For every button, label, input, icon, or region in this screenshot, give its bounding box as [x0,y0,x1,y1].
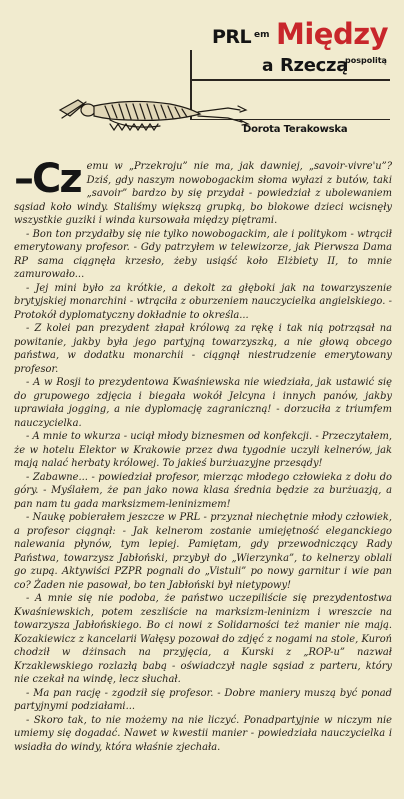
article-paragraph: - Zabawne... - powiedział profesor, mierząc młodego człowieka z dołu do góry. - Myślałem, że pan jako nowa klasa średnia będzie za burżuazją, a pan nam tu gada marksizmem-leninizmem! [14,471,392,510]
article-paragraph: - Z kolei pan prezydent złapał królową za rękę i tak nią potrząsał na powitanie, jakby była jego partyjną towarzyszką, a nie głową obcego państwa, w dodatku monarchii - ciągnął niestrudzenie emerytowany profesor. [14,323,392,375]
header-prl: PRL [212,26,252,48]
drop-cap: –Cz [14,156,81,202]
header-title-miedzy: Między [276,17,389,51]
author-byline: Dorota Terakowska [243,124,348,135]
article-paragraph: - A w Rosji to prezydentowa Kwaśniewska nie wiedziała, jak ustawić się do grupowego zdjęcia i biegała wokół Jelcyna i innych panów, jakby uprawiała jogging, a nie dyplomację zagraniczną! - dorzuciła z triumfem nauczycielka. [14,377,392,429]
paragraph-text: emu w „Przekroju” nie ma, jak dawniej, „savoir-vivre'u”? Dziś, gdy naszym nowobogackim słoma wyłazi z butów, taki „savoir” bardzo by się przydał - powiedział z ubolewaniem sąsiad koło windy. Staliśmy większą grupką, bo blokowe dzieci wcisnęły wszystkie guziki i winda kursowała między piętrami. [14,161,392,226]
header-a: a [262,56,274,76]
article-paragraph [14,156,392,228]
article-paragraph: - Naukę pobierałem jeszcze w PRL - przyznał niechętnie młody człowiek, a profesor ciągnął: - Jak kelnerom zostanie umiejętność eleganckiego nalewania płynów, tym lepiej. Pamiętam, gdy przewodniczący Rady Państwa, towarzysz Jabłoński, przybył do „Wierzynka”, to kelnerzy oblali go zupą. Aktywiści PZPR pognali do „Vistuli” po nowy garnitur i wie pan co? Żaden nie pasował, bo ten Jabłoński był nietypowy! [14,512,392,591]
article-paragraph: - Bon ton przydałby się nie tylko nowobogackim, ale i politykom - wtrącił emerytowany profesor. - Gdy patrzyłem w telewizorze, jak Pierwsza Dama RP sama ciągnęła krzesło, żeby usiąść koło Elżbiety II, to mnie zamurowało... [14,228,392,280]
header-em: em [254,30,270,40]
article-paragraph: - A mnie to wkurza - uciął młody biznesmen od konfekcji. - Przeczytałem, że w hotelu Elektor w Krakowie przez dwa tygodnie uczyli kelnerów, jak mają nalać herbaty królowej. To jakieś burżuazyjne przesądy! [14,431,392,469]
header-title-rzecza: Rzeczą [280,55,349,76]
header-pospolita: pospolitą [345,56,387,65]
article-paragraph: - Skoro tak, to nie możemy na nie liczyć. Ponadpartyjnie w niczym nie umiemy się dogadać. Nawet w kwestii manier - powiedziała nauczycielka i wsiadła do windy, która właśnie zjechała. [14,714,392,753]
lying-figure-illustration [50,80,250,140]
article-body [14,156,392,754]
article-paragraph: - Ma pan rację - zgodził się profesor. - Dobre maniery muszą być ponad partyjnymi podziałami... [14,687,392,712]
article-paragraph: - A mnie się nie podoba, że państwo uczepiliście się prezydentostwa Kwaśniewskich, potem zeszliście na marksizm-leninizm i wreszcie na towarzysza Jabłońskiego. Bo ci nowi z Solidarności też manier nie mają. Kozakiewicz z kancelarii Wałęsy pozował do zdjęć z nogami na stole, Kuroń chodził w dżinsach na przyjęcia, a Kurski z „ROP-u” nazwał Krzaklewskiego rozlazłą babą - oświadczył nagle sąsiad z parteru, który nie czekał na windę, lecz słuchał. [14,593,392,685]
column-header [0,0,404,150]
article-paragraph: - Jej mini było za krótkie, a dekolt za głęboki jak na towarzyszenie brytyjskiej monarchini - wtrąciła z oburzeniem nauczycielka angielskiego. - Protokół dyplomatyczny dokładnie to określa... [14,282,392,321]
